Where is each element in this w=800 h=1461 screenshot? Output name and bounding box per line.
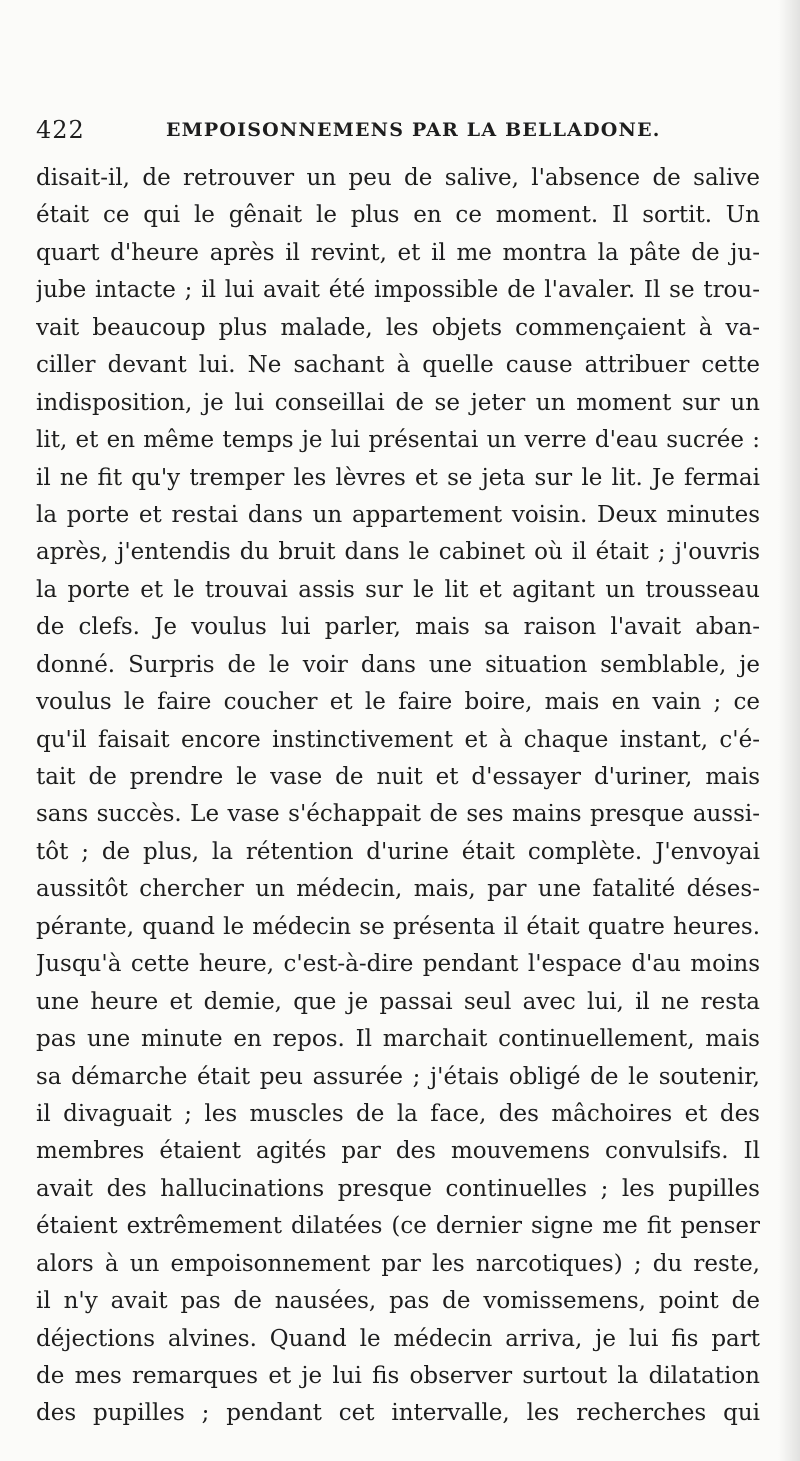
text-line: tôt ; de plus, la rétention d'urine était complète. J'envoyai <box>36 838 760 865</box>
text-line: la porte et restai dans un appartement voisin. Deux minutes <box>36 501 760 528</box>
text-line: il n'y avait pas de nausées, pas de vomissemens, point de <box>36 1288 760 1315</box>
page-edge-shadow <box>778 0 800 1461</box>
text-line: sans succès. Le vase s'échappait de ses mains presque aussi- <box>36 801 760 828</box>
text-line: la porte et le trouvai assis sur le lit et agitant un trousseau <box>36 576 760 603</box>
text-line: pérante, quand le médecin se présenta il était quatre heures. <box>36 913 760 940</box>
text-line: déjections alvines. Quand le médecin arriva, je lui fis part <box>36 1325 760 1352</box>
text-line: quart d'heure après il revint, et il me montra la pâte de ju- <box>36 239 760 266</box>
text-line: une heure et demie, que je passai seul avec lui, il ne resta <box>36 988 760 1015</box>
text-line: pas une minute en repos. Il marchait continuellement, mais <box>36 1026 760 1053</box>
text-line: indisposition, je lui conseillai de se jeter un moment sur un <box>36 389 760 416</box>
text-line: jube intacte ; il lui avait été impossible de l'avaler. Il se trou- <box>36 277 760 304</box>
text-line: vait beaucoup plus malade, les objets commençaient à va- <box>36 314 760 341</box>
text-line: avait des hallucinations presque continuelles ; les pupilles <box>36 1175 760 1202</box>
text-line: il divaguait ; les muscles de la face, des mâchoires et des <box>36 1100 760 1127</box>
text-line: voulus le faire coucher et le faire boire, mais en vain ; ce <box>36 689 760 716</box>
text-line: membres étaient agités par des mouvemens convulsifs. Il <box>36 1138 760 1165</box>
text-line: tait de prendre le vase de nuit et d'essayer d'uriner, mais <box>36 764 760 790</box>
text-line: de clefs. Je voulus lui parler, mais sa raison l'avait aban- <box>36 614 760 641</box>
body-text <box>36 160 760 1433</box>
text-line: sa démarche était peu assurée ; j'étais obligé de le soutenir, <box>36 1063 760 1090</box>
text-line: alors à un empoisonnement par les narcotiques) ; du reste, <box>36 1250 760 1277</box>
text-line: étaient extrêmement dilatées (ce dernier signe me fit penser <box>36 1213 760 1240</box>
text-line: lit, et en même temps je lui présentai un verre d'eau sucrée : <box>36 427 760 454</box>
text-line: qu'il faisait encore instinctivement et à chaque instant, c'é- <box>36 726 760 753</box>
text-line: il ne fit qu'y tremper les lèvres et se jeta sur le lit. Je fermai <box>36 464 760 491</box>
text-line: des pupilles ; pendant cet intervalle, les recherches qui <box>36 1400 760 1427</box>
text-line: Jusqu'à cette heure, c'est-à-dire pendant l'espace d'au moins <box>36 951 760 978</box>
running-head: EMPOISONNEMENS PAR LA BELLADONE. <box>166 119 661 141</box>
text-line: donné. Surpris de le voir dans une situation semblable, je <box>36 651 760 678</box>
text-line: disait-il, de retrouver un peu de salive, l'absence de salive <box>36 165 760 191</box>
page-number: 422 <box>36 116 85 144</box>
text-line: après, j'entendis du bruit dans le cabinet où il était ; j'ouvris <box>36 539 760 566</box>
text-line: était ce qui le gênait le plus en ce moment. Il sortit. Un <box>36 202 760 229</box>
text-line: ciller devant lui. Ne sachant à quelle cause attribuer cette <box>36 352 760 379</box>
text-line: de mes remarques et je lui fis observer surtout la dilatation <box>36 1363 760 1389</box>
text-line: aussitôt chercher un médecin, mais, par une fatalité déses- <box>36 876 760 903</box>
page-header <box>36 112 760 148</box>
